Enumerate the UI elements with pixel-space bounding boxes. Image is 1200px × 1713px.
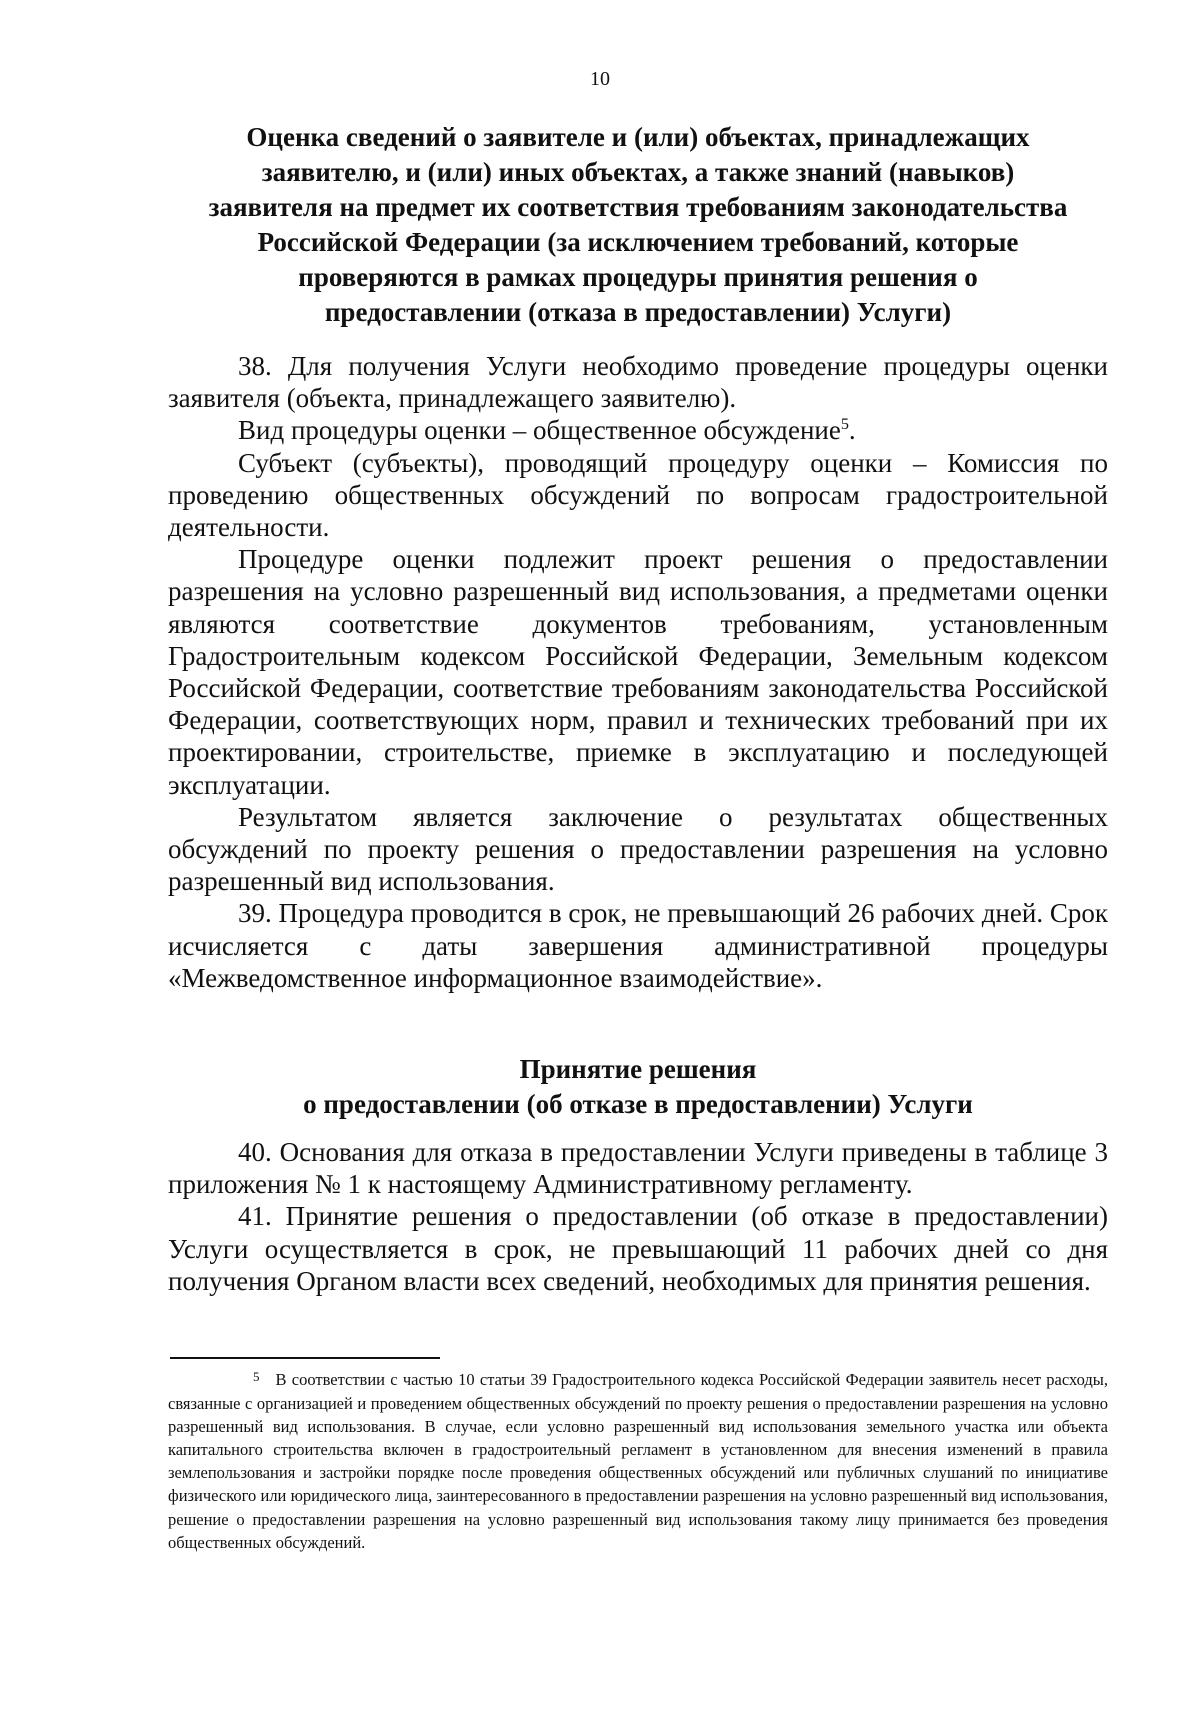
section-body-assessment <box>168 350 1108 994</box>
heading-line: проверяются в рамках процедуры принятия решения о <box>298 262 978 292</box>
paragraph-result: Результатом является заключение о результатах общественных обсуждений по проекту решения о предоставлении разрешения на условно разрешенный вид использования. <box>168 801 1108 897</box>
paragraph-suffix: . <box>848 415 856 446</box>
paragraph-39: 39. Процедура проводится в срок, не превышающий 26 рабочих дней. Срок исчисляется с даты завершения административной процедуры «Межведомственное информационное взаимодействие». <box>168 898 1108 993</box>
paragraph-41: 41. Принятие решения о предоставлении (об отказе в предоставлении) Услуги осуществляется в срок, не превышающий 11 рабочих дней со дня получения Органом власти всех сведений, необходимых для принятия решения. <box>168 1201 1108 1296</box>
heading-line: заявителю, и (или) иных объектах, а также знаний (навыков) <box>261 157 1015 187</box>
heading-line: Оценка сведений о заявителе и (или) объектах, принадлежащих <box>246 122 1030 152</box>
paragraph-38: 38. Для получения Услуги необходимо проведение процедуры оценки заявителя (объекта, принадлежащего заявителю). <box>168 351 1108 414</box>
section-body-decision <box>168 1136 1108 1297</box>
paragraph-40: 40. Основания для отказа в предоставлении Услуги приведены в таблице 3 приложения № 1 к настоящему Административному регламенту. <box>168 1137 1108 1200</box>
paragraph-procedure-type <box>168 414 1108 446</box>
footnote-separator <box>170 1357 440 1359</box>
heading-line: Принятие решения <box>519 1054 757 1084</box>
heading-line: предоставлении (отказа в предоставлении) Услуги) <box>324 297 952 327</box>
page-number: 10 <box>590 68 610 90</box>
section-heading-decision <box>168 1052 1108 1122</box>
paragraph-text: Вид процедуры оценки – общественное обсуждение <box>238 415 841 446</box>
footnote-text: В соответствии с частью 10 статьи 39 Градостроительного кодекса Российской Федерации заявитель несет расходы, связанные с организацией и проведением общественных обсуждений по проекту решения о предоставлении разрешения на условно разрешенный вид использования. В случае, если условно разрешенный вид использования земельного участка или объекта капитального строительства включен в градостроительный регламент в установленном для внесения изменений в правила землепользования и застройки порядке после проведения общественных обсуждений или публичных слушаний по инициативе физического или юридического лица, заинтересованного в предоставлении разрешения на условно разрешенный вид использования, решение о предоставлении разрешения на условно разрешенный вид использования такому лицу принимается без проведения общественных обсуждений. <box>168 1370 1108 1552</box>
paragraph-assessment-subject: Процедуре оценки подлежит проект решения о предоставлении разрешения на условно разрешенный вид использования, а предметами оценки являются соответствие документов требованиям, установленным Градостроительным кодексом Российской Федерации, Земельным кодексом Российской Федерации, соответствие требованиям законодательства Российской Федерации, соответствующих норм, правил и технических требований при их проектировании, строительстве, приемке в эксплуатацию и последующей эксплуатации. <box>168 544 1108 800</box>
heading-line: заявителя на предмет их соответствия требованиям законодательства <box>208 192 1068 222</box>
footnote-mark: 5 <box>253 1369 260 1384</box>
paragraph-subject: Субъект (субъекты), проводящий процедуру оценки – Комиссия по проведению общественных обсуждений по вопросам градостроительной деятельности. <box>168 447 1108 543</box>
footnote-reference: 5 <box>840 415 849 434</box>
heading-line: о предоставлении (об отказе в предоставлении) Услуги <box>303 1089 973 1119</box>
heading-line: Российской Федерации (за исключением требований, которые <box>257 227 1019 257</box>
section-heading-assessment <box>168 120 1108 330</box>
footnote <box>168 1368 1108 1554</box>
